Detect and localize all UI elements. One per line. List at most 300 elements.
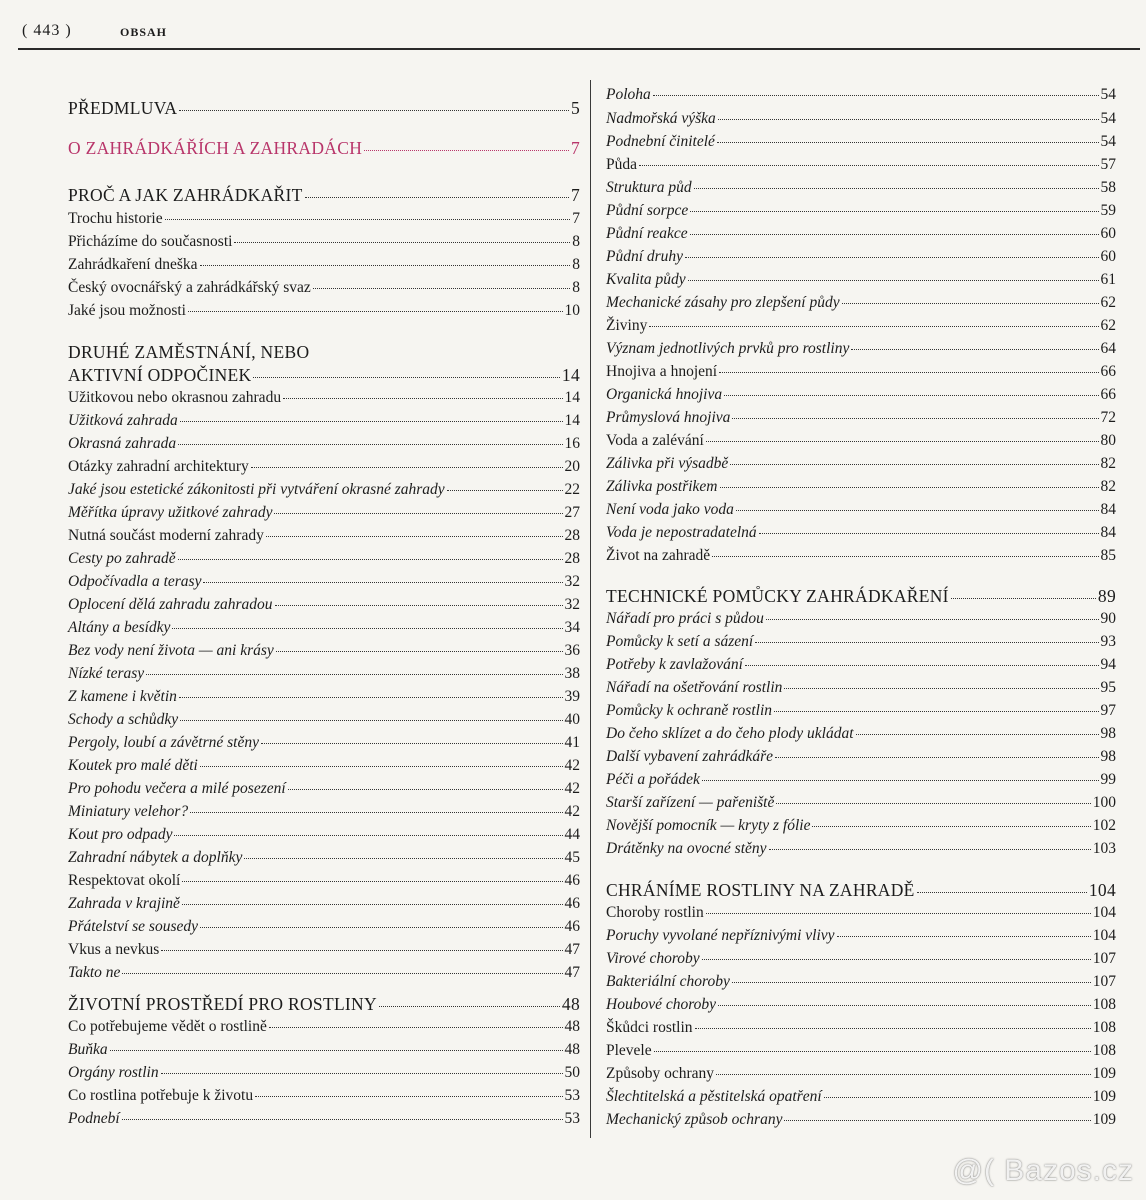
toc-entry[interactable] (606, 815, 1116, 837)
entry-page-number: 54 (1100, 86, 1116, 103)
toc-entry[interactable] (606, 1063, 1116, 1085)
entry-title: Živiny (606, 317, 648, 334)
toc-entry[interactable] (606, 994, 1116, 1016)
entry-title: Užitkovou nebo okrasnou zahradu (68, 389, 282, 406)
entry-title: Takto ne (68, 964, 121, 981)
toc-heading-line: DRUHÉ ZAMĚSTNÁNÍ, NEBO (68, 342, 310, 362)
entry-page-number: 53 (564, 1087, 580, 1104)
dot-leader (288, 788, 563, 790)
entry-title: Význam jednotlivých prvků pro rostliny (606, 340, 850, 357)
entry-title: Nutná součást moderní zahrady (68, 527, 264, 544)
entry-page-number: 61 (1100, 271, 1116, 288)
entry-page-number: 20 (564, 458, 580, 475)
toc-entry[interactable] (606, 631, 1116, 653)
dot-leader (755, 641, 1098, 643)
toc-entry[interactable] (68, 1062, 580, 1084)
toc-entry[interactable] (606, 1040, 1116, 1062)
toc-entry[interactable] (68, 916, 580, 938)
entry-title: PŘEDMLUVA (68, 98, 178, 118)
toc-section-entry[interactable] (68, 184, 580, 206)
dot-leader (178, 558, 563, 560)
entry-page-number: 103 (1092, 840, 1116, 857)
dot-leader (110, 1049, 563, 1051)
dot-leader (706, 440, 1099, 442)
entry-title: Houbové choroby (606, 996, 717, 1013)
toc-entry[interactable] (68, 571, 580, 593)
dot-leader (379, 1005, 560, 1007)
entry-page-number: 72 (1100, 409, 1116, 426)
entry-page-number: 94 (1100, 656, 1116, 673)
entry-title: Není voda jako voda (606, 501, 734, 518)
entry-title: Respektovat okolí (68, 872, 181, 889)
dot-leader (161, 949, 562, 951)
entry-title: Oplocení dělá zahradu zahradou (68, 596, 273, 613)
dot-leader (690, 210, 1098, 212)
toc-entry[interactable] (68, 686, 580, 708)
toc-section-entry[interactable] (68, 993, 580, 1015)
entry-title: Co potřebujeme vědět o rostlině (68, 1018, 267, 1035)
entry-title: Schody a schůdky (68, 711, 179, 728)
dot-leader (732, 417, 1098, 419)
entry-title: AKTIVNÍ ODPOČINEK (68, 365, 252, 385)
entry-title: Zahradní nábytek a doplňky (68, 849, 243, 866)
dot-leader (856, 733, 1099, 735)
entry-title: Koutek pro malé děti (68, 757, 198, 774)
entry-page-number: 39 (564, 688, 580, 705)
entry-title: Půdní sorpce (606, 202, 689, 219)
toc-entry[interactable] (68, 663, 580, 685)
dot-leader (702, 958, 1091, 960)
toc-entry[interactable] (68, 847, 580, 869)
entry-title: Šlechtitelská a pěstitelská opatření (606, 1088, 822, 1105)
entry-page-number: 84 (1100, 501, 1116, 518)
dot-leader (774, 710, 1098, 712)
entry-page-number: 14 (561, 365, 580, 385)
dot-leader (275, 604, 563, 606)
toc-entry[interactable] (68, 1108, 580, 1130)
entry-title: Poruchy vyvolané nepříznivými vlivy (606, 927, 835, 944)
entry-title: Altány a besídky (68, 619, 171, 636)
toc-entry[interactable] (68, 870, 580, 892)
entry-title: Škůdci rostlin (606, 1019, 693, 1036)
entry-page-number: 82 (1100, 455, 1116, 472)
dot-leader (654, 1050, 1091, 1052)
toc-entry[interactable] (68, 594, 580, 616)
entry-title: Voda a zalévání (606, 432, 704, 449)
dot-leader (719, 371, 1098, 373)
entry-title: Péči a pořádek (606, 771, 700, 788)
toc-entry[interactable] (68, 709, 580, 731)
entry-title: Zahrada v krajině (68, 895, 180, 912)
running-header (18, 22, 1140, 50)
dot-leader (951, 597, 1096, 599)
entry-page-number: 80 (1100, 432, 1116, 449)
toc-entry[interactable] (606, 1017, 1116, 1039)
toc-entry[interactable] (68, 962, 580, 984)
toc-entry[interactable] (606, 407, 1116, 429)
toc-entry[interactable] (606, 677, 1116, 699)
entry-page-number: 7 (570, 185, 580, 205)
entry-title: Užitková zahrada (68, 412, 178, 429)
entry-page-number: 82 (1100, 478, 1116, 495)
entry-title: Novější pomocník — kryty z fólie (606, 817, 811, 834)
toc-section-entry[interactable] (68, 137, 580, 159)
dot-leader (305, 196, 569, 198)
entry-page-number: 95 (1100, 679, 1116, 696)
toc-entry[interactable] (606, 131, 1116, 153)
entry-title: Pomůcky k ochraně rostlin (606, 702, 773, 719)
entry-page-number: 44 (564, 826, 580, 843)
entry-title: Kvalita půdy (606, 271, 686, 288)
dot-leader (180, 719, 562, 721)
dot-leader (720, 486, 1099, 488)
entry-page-number: 22 (564, 481, 580, 498)
toc-entry[interactable] (606, 338, 1116, 360)
entry-page-number: 104 (1092, 927, 1116, 944)
dot-leader (717, 141, 1099, 143)
toc-entry[interactable] (606, 361, 1116, 383)
entry-title: Choroby rostlin (606, 904, 704, 921)
toc-entry[interactable] (606, 522, 1116, 544)
toc-entry[interactable] (606, 700, 1116, 722)
entry-title: Co rostlina potřebuje k životu (68, 1087, 254, 1104)
dot-leader (146, 673, 562, 675)
entry-page-number: 97 (1100, 702, 1116, 719)
toc-entry[interactable] (68, 231, 580, 253)
entry-page-number: 100 (1092, 794, 1116, 811)
entry-page-number: 98 (1100, 725, 1116, 742)
toc-entry[interactable] (68, 801, 580, 823)
toc-entry[interactable] (68, 755, 580, 777)
toc-entry[interactable] (68, 254, 580, 276)
entry-page-number: 89 (1097, 586, 1116, 606)
dot-leader (649, 325, 1098, 327)
entry-page-number: 62 (1100, 294, 1116, 311)
entry-title: Cesty po zahradě (68, 550, 176, 567)
page-number: ( 443 ) (22, 22, 72, 39)
entry-title: Průmyslová hnojiva (606, 409, 731, 426)
entry-page-number: 64 (1100, 340, 1116, 357)
dot-leader (769, 848, 1091, 850)
dot-leader (188, 310, 563, 312)
entry-page-number: 34 (564, 619, 580, 636)
entry-page-number: 46 (564, 918, 580, 935)
toc-section-entry[interactable] (606, 879, 1116, 901)
entry-page-number: 42 (564, 803, 580, 820)
entry-title: Orgány rostlin (68, 1064, 159, 1081)
entry-page-number: 58 (1100, 179, 1116, 196)
dot-leader (824, 1096, 1091, 1098)
entry-page-number: 108 (1092, 1019, 1116, 1036)
entry-page-number: 102 (1092, 817, 1116, 834)
toc-entry[interactable] (68, 939, 580, 961)
dot-leader (313, 287, 571, 289)
entry-page-number: 36 (564, 642, 580, 659)
dot-leader (276, 650, 563, 652)
entry-page-number: 28 (564, 550, 580, 567)
entry-title: Otázky zahradní architektury (68, 458, 249, 475)
dot-leader (730, 463, 1098, 465)
entry-page-number: 109 (1092, 1065, 1116, 1082)
dot-leader (179, 696, 563, 698)
toc-entry[interactable] (606, 1109, 1116, 1131)
entry-title: Trochu historie (68, 210, 163, 227)
entry-page-number: 46 (564, 872, 580, 889)
toc-entry[interactable] (606, 1086, 1116, 1108)
dot-leader (178, 443, 562, 445)
toc-entry[interactable] (606, 746, 1116, 768)
toc-entry[interactable] (606, 608, 1116, 630)
dot-leader (688, 279, 1099, 281)
entry-title: Starší zařízení — pařeniště (606, 794, 775, 811)
entry-page-number: 46 (564, 895, 580, 912)
entry-page-number: 47 (564, 941, 580, 958)
dot-leader (706, 912, 1091, 914)
entry-page-number: 27 (564, 504, 580, 521)
toc-entry[interactable] (68, 387, 580, 409)
dot-leader (842, 302, 1099, 304)
toc-entry[interactable] (606, 430, 1116, 452)
entry-title: Okrasná zahrada (68, 435, 177, 452)
dot-leader (274, 512, 562, 514)
dot-leader (283, 397, 562, 399)
entry-page-number: 14 (564, 389, 580, 406)
toc-entry[interactable] (606, 154, 1116, 176)
entry-page-number: 104 (1092, 904, 1116, 921)
toc-entry[interactable] (68, 208, 580, 230)
entry-title: Měřítka úpravy užitkové zahrady (68, 504, 273, 521)
entry-page-number: 57 (1100, 156, 1116, 173)
entry-title: Odpočívadla a terasy (68, 573, 202, 590)
entry-title: Nářadí pro práci s půdou (606, 610, 764, 627)
dot-leader (179, 109, 569, 111)
dot-leader (775, 756, 1098, 758)
entry-page-number: 16 (564, 435, 580, 452)
entry-title: Půdní reakce (606, 225, 688, 242)
entry-title: Potřeby k zavlažování (606, 656, 743, 673)
toc-entry[interactable] (606, 177, 1116, 199)
entry-page-number: 84 (1100, 524, 1116, 541)
dot-leader (261, 742, 563, 744)
toc-entry[interactable] (606, 925, 1116, 947)
entry-page-number: 90 (1100, 610, 1116, 627)
dot-leader (200, 765, 563, 767)
entry-page-number: 53 (564, 1110, 580, 1127)
toc-entry[interactable] (68, 1039, 580, 1061)
entry-page-number: 8 (572, 256, 580, 273)
entry-page-number: 66 (1100, 386, 1116, 403)
entry-page-number: 48 (561, 994, 580, 1014)
entry-page-number: 41 (564, 734, 580, 751)
dot-leader (266, 535, 563, 537)
entry-page-number: 54 (1100, 133, 1116, 150)
entry-title: Pergoly, loubí a závětrné stěny (68, 734, 259, 751)
entry-page-number: 62 (1100, 317, 1116, 334)
dot-leader (269, 1026, 563, 1028)
entry-title: Virové choroby (606, 950, 700, 967)
toc-entry[interactable] (68, 617, 580, 639)
dot-leader (172, 627, 562, 629)
toc-entry[interactable] (68, 502, 580, 524)
column-divider (590, 80, 591, 1138)
entry-title: Další vybavení zahrádkáře (606, 748, 774, 765)
entry-title: Hnojiva a hnojení (606, 363, 718, 380)
toc-entry[interactable] (68, 1016, 580, 1038)
toc-section-entry[interactable] (68, 364, 580, 386)
dot-leader (255, 1095, 562, 1097)
toc-entry[interactable] (606, 769, 1116, 791)
toc-entry[interactable] (606, 384, 1116, 406)
entry-page-number: 8 (572, 279, 580, 296)
running-title: OBSAH (120, 25, 168, 39)
entry-title: Mechanický způsob ochrany (606, 1111, 783, 1128)
entry-page-number: 107 (1092, 973, 1116, 990)
entry-title: Miniatury velehor? (68, 803, 189, 820)
entry-page-number: 8 (572, 233, 580, 250)
dot-leader (161, 1072, 563, 1074)
entry-title: CHRÁNÍME ROSTLINY NA ZAHRADĚ (606, 880, 915, 900)
entry-page-number: 107 (1092, 950, 1116, 967)
toc-entry[interactable] (68, 732, 580, 754)
toc-entry[interactable] (606, 654, 1116, 676)
dot-leader (784, 687, 1098, 689)
dot-leader (736, 509, 1099, 511)
toc-entry[interactable] (68, 778, 580, 800)
entry-page-number: 50 (564, 1064, 580, 1081)
toc-entry[interactable] (606, 84, 1116, 106)
entry-title: Bakteriální choroby (606, 973, 730, 990)
toc-entry[interactable] (68, 1085, 580, 1107)
entry-title: Podnební činitelé (606, 133, 715, 150)
entry-page-number: 85 (1100, 547, 1116, 564)
entry-title: Bez vody není života — ani krásy (68, 642, 274, 659)
toc-entry[interactable] (606, 723, 1116, 745)
dot-leader (837, 935, 1091, 937)
toc-entry[interactable] (606, 499, 1116, 521)
dot-leader (122, 1118, 563, 1120)
toc-entry[interactable] (68, 300, 580, 322)
entry-title: Život na zahradě (606, 547, 711, 564)
entry-title: O ZAHRÁDKÁŘÍCH A ZAHRADÁCH (68, 138, 363, 158)
entry-title: Jaké jsou možnosti (68, 302, 186, 319)
entry-page-number: 7 (570, 138, 580, 158)
entry-page-number: 28 (564, 527, 580, 544)
watermark: @( Bazos.cz (952, 1154, 1134, 1187)
dot-leader (716, 1073, 1091, 1075)
toc-entry[interactable] (68, 456, 580, 478)
dot-leader (244, 857, 562, 859)
entry-title: Způsoby ochrany (606, 1065, 715, 1082)
dot-leader (812, 825, 1090, 827)
dot-leader (712, 555, 1098, 557)
toc-entry[interactable] (606, 223, 1116, 245)
toc-section-entry[interactable] (606, 585, 1116, 607)
entry-title: Přicházíme do současnosti (68, 233, 233, 250)
dot-leader (745, 664, 1099, 666)
dot-leader (784, 1119, 1090, 1121)
toc-entry[interactable] (68, 479, 580, 501)
dot-leader (174, 834, 562, 836)
entry-page-number: 45 (564, 849, 580, 866)
entry-page-number: 93 (1100, 633, 1116, 650)
entry-title: Nízké terasy (68, 665, 145, 682)
entry-page-number: 48 (564, 1018, 580, 1035)
toc-entry[interactable] (606, 545, 1116, 567)
entry-title: Pro pohodu večera a milé posezení (68, 780, 286, 797)
dot-leader (917, 891, 1087, 893)
toc-entry[interactable] (606, 108, 1116, 130)
entry-page-number: 99 (1100, 771, 1116, 788)
dot-leader (253, 376, 559, 378)
entry-page-number: 48 (564, 1041, 580, 1058)
entry-page-number: 32 (564, 596, 580, 613)
dot-leader (182, 880, 562, 882)
toc-entry[interactable] (606, 948, 1116, 970)
entry-title: Český ovocnářský a zahrádkářský svaz (68, 279, 311, 296)
toc-entry[interactable] (606, 315, 1116, 337)
dot-leader (200, 926, 562, 928)
entry-title: PROČ A JAK ZAHRÁDKAŘIT (68, 185, 303, 205)
toc-entry[interactable] (606, 476, 1116, 498)
dot-leader (732, 981, 1091, 983)
toc-entry[interactable] (68, 277, 580, 299)
entry-page-number: 66 (1100, 363, 1116, 380)
toc-entry[interactable] (606, 246, 1116, 268)
entry-page-number: 7 (572, 210, 580, 227)
toc-entry[interactable] (606, 292, 1116, 314)
toc-entry[interactable] (606, 269, 1116, 291)
toc-entry[interactable] (606, 902, 1116, 924)
toc-entry[interactable] (606, 792, 1116, 814)
toc-entry[interactable] (606, 200, 1116, 222)
dot-leader (165, 218, 571, 220)
dot-leader (695, 1027, 1091, 1029)
entry-title: Buňka (68, 1041, 108, 1058)
toc-entry[interactable] (68, 410, 580, 432)
entry-title: Poloha (606, 86, 651, 103)
dot-leader (690, 233, 1099, 235)
entry-title: Půda (606, 156, 637, 173)
toc-entry[interactable] (68, 548, 580, 570)
dot-leader (653, 94, 1099, 96)
entry-title: Zálivka postřikem (606, 478, 718, 495)
dot-leader (639, 164, 1099, 166)
entry-title: Plevele (606, 1042, 652, 1059)
entry-title: Půdní druhy (606, 248, 684, 265)
entry-page-number: 40 (564, 711, 580, 728)
entry-page-number: 60 (1100, 248, 1116, 265)
dot-leader (766, 618, 1099, 620)
toc-entry[interactable] (68, 525, 580, 547)
toc-entry[interactable] (606, 838, 1116, 860)
toc-entry[interactable] (68, 893, 580, 915)
entry-title: ŽIVOTNÍ PROSTŘEDÍ PRO ROSTLINY (68, 994, 377, 1014)
entry-page-number: 108 (1092, 996, 1116, 1013)
entry-page-number: 14 (564, 412, 580, 429)
dot-leader (685, 256, 1098, 258)
toc-entry[interactable] (68, 824, 580, 846)
entry-title: Mechanické zásahy pro zlepšení půdy (606, 294, 840, 311)
toc-entry[interactable] (68, 433, 580, 455)
entry-title: Drátěnky na ovocné stěny (606, 840, 767, 857)
toc-entry[interactable] (606, 453, 1116, 475)
toc-entry[interactable] (606, 971, 1116, 993)
dot-leader (180, 420, 563, 422)
toc-entry[interactable] (68, 640, 580, 662)
entry-title: Do čeho sklízet a do čeho plody ukládat (606, 725, 854, 742)
toc-section-entry[interactable] (68, 97, 580, 119)
entry-title: Nadmořská výška (606, 110, 716, 127)
